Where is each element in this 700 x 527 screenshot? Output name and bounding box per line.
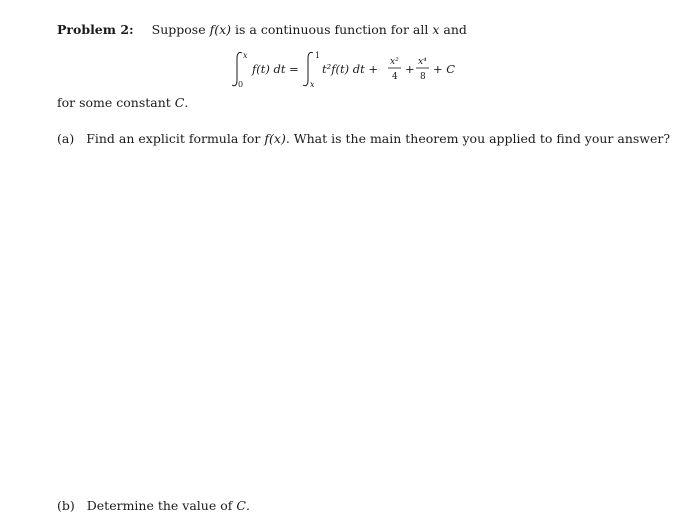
part-b-after: . — [245, 498, 250, 513]
rhs-integrand: t²f(t) dt + — [322, 62, 379, 76]
constant-after: . — [184, 95, 189, 110]
constant-before: for some constant — [57, 95, 171, 110]
integral-equation — [232, 50, 482, 90]
lhs-lower-limit: 0 — [238, 80, 244, 89]
fraction2-numerator: x⁴ — [418, 57, 427, 67]
part-a-question — [57, 131, 670, 146]
fraction1-numerator: x² — [390, 57, 399, 67]
part-b-label: (b) — [57, 498, 75, 513]
rhs-upper-limit: 1 — [315, 51, 321, 60]
part-b-var: C — [236, 498, 246, 513]
rhs-lower-limit: x — [310, 80, 315, 89]
lhs-integrand: f(t) dt = — [252, 62, 299, 76]
part-b-before: Determine the value of — [86, 498, 233, 513]
problem-intro-var: x — [432, 22, 440, 37]
part-a-after: . What is the main theorem you applied to find your answer? — [285, 131, 671, 146]
fraction2-denominator: 8 — [420, 72, 426, 82]
problem-label: Problem 2: — [57, 22, 134, 37]
equation-plus: + — [405, 62, 415, 76]
part-a-before: Find an explicit formula for — [86, 131, 261, 146]
lhs-upper-limit: x — [243, 51, 248, 60]
part-b-question — [57, 498, 250, 513]
part-a-func: f(x) — [264, 131, 286, 146]
problem-statement — [57, 22, 467, 37]
equation-tail: + C — [433, 62, 456, 76]
fraction1-denominator: 4 — [392, 72, 398, 82]
problem-intro-before: Suppose — [151, 22, 206, 37]
problem-intro-end: and — [443, 22, 467, 37]
part-a-label: (a) — [57, 131, 75, 146]
constant-statement — [57, 95, 188, 110]
problem-intro-func: f(x) — [209, 22, 232, 37]
constant-var: C — [174, 95, 185, 110]
problem-intro-mid: is a continuous function for all — [235, 22, 429, 37]
